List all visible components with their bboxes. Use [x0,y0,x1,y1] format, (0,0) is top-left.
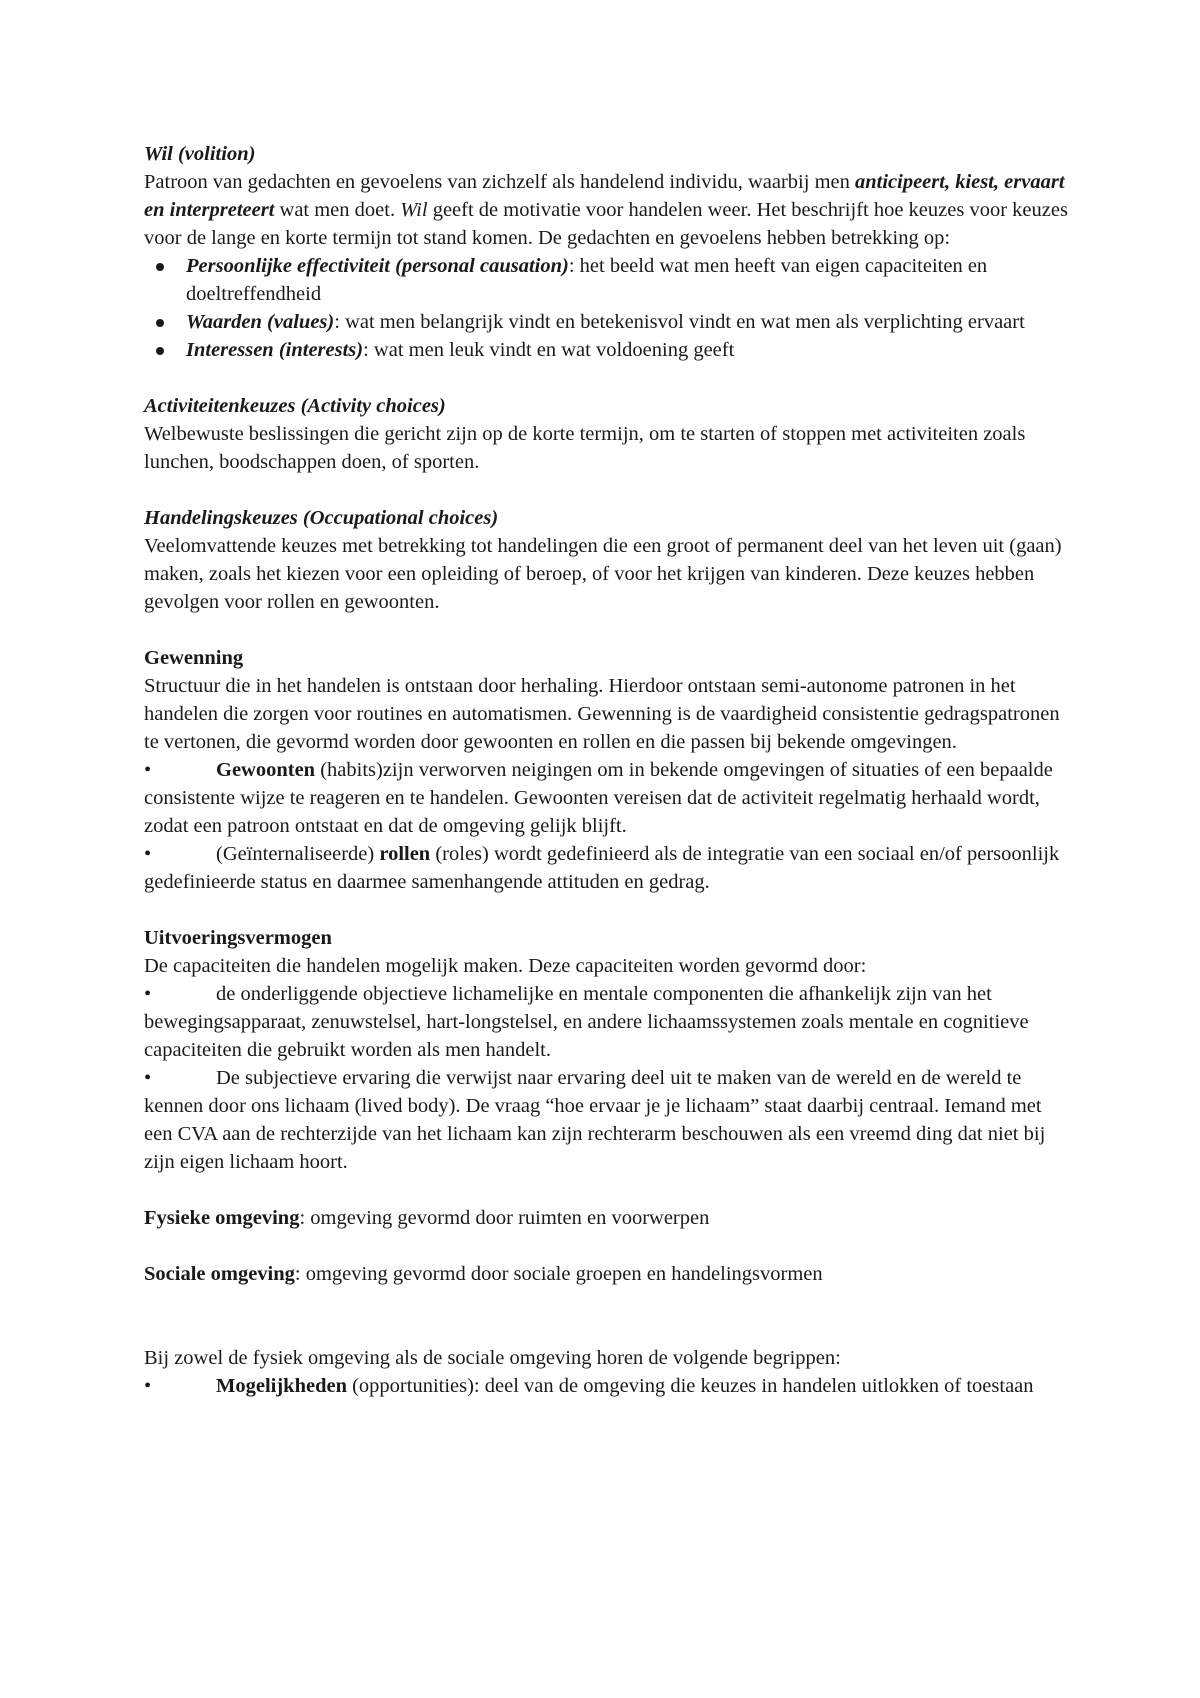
section-wil [144,140,1074,364]
heading-handelingskeuzes: Handelingskeuzes (Occupational choices) [144,507,499,529]
bullet-icon: • [144,843,152,865]
subjectieve-item: • De subjectieve ervaring die verwijst naar ervaring deel uit te maken van de wereld en de wereld te kennen door ons lichaam (lived body). De vraag “hoe ervaar je je lichaam” staat daarbij centraal. Iemand met een CVA aan de rechterzijde van het lichaam kan zijn rechterarm beschouwen als een vreemd ding dat niet bij zijn eigen lichaam hoort. [144,1064,1074,1176]
mogelijkheden-item: • Mogelijkheden (opportunities): deel van de omgeving die keuzes in handelen uitlokken of toestaan [144,1372,1074,1400]
list-item: Interessen (interests): wat men leuk vindt en wat voldoening geeft [144,336,1074,364]
bullet-icon: • [144,759,152,781]
wil-paragraph: Patroon van gedachten en gevoelens van zichzelf als handelend individu, waarbij men anticipeert, kiest, ervaart en interpreteert wat men doet. Wil geeft de motivatie voor handelen weer. Het beschrijft hoe keuzes voor keuzes voor de lange en korte termijn tot stand komen. De gedachten en gevoelens hebben betrekking op: [144,171,1068,249]
gewenning-paragraph: Structuur die in het handelen is ontstaan door herhaling. Hierdoor ontstaan semi-autonome patronen in het handelen die zorgen voor routines en automatismen. Gewenning is de vaardigheid consistentie gedragspatronen te vertonen, die gevormd worden door gewoonten en rollen en die passen bij bekende omgevingen. [144,675,1060,753]
heading-uitvoeringsvermogen: Uitvoeringsvermogen [144,927,332,949]
objectieve-item: • de onderliggende objectieve lichamelijke en mentale componenten die afhankelijk zijn van het bewegingsapparaat, zenuwstelsel, hart-longstelsel, en andere lichaamssystemen zoals mentale en cognitieve capaciteiten die gebruikt worden als men handelt. [144,980,1074,1064]
bullet-icon: • [144,1375,152,1397]
gewoonten-item: • Gewoonten (habits)zijn verworven neigingen om in bekende omgevingen of situaties of een bepaalde consistente wijze te reageren en te handelen. Gewoonten vereisen dat de activiteit regelmatig herhaald wordt, zodat een patroon ontstaat en dat de omgeving gelijk blijft. [144,756,1074,840]
list-item: Waarden (values): wat men belangrijk vindt en betekenisvol vindt en wat men als verplichting ervaart [144,308,1074,336]
bullet-icon: • [144,983,152,1005]
begrippen-paragraph: Bij zowel de fysiek omgeving als de sociale omgeving horen de volgende begrippen: [144,1347,841,1369]
uitvoeringsvermogen-paragraph: De capaciteiten die handelen mogelijk maken. Deze capaciteiten worden gevormd door: [144,955,867,977]
section-handelingskeuzes [144,504,1074,616]
heading-wil: Wil (volition) [144,143,256,165]
list-item: Persoonlijke effectiviteit (personal causation): het beeld wat men heeft van eigen capaciteiten en doeltreffendheid [144,252,1074,308]
activiteitenkeuzes-paragraph: Welbewuste beslissingen die gericht zijn op de korte termijn, om te starten of stoppen met activiteiten zoals lunchen, boodschappen doen, of sporten. [144,423,1026,473]
section-sociale-omgeving [144,1260,1074,1288]
section-begrippen [144,1344,1074,1400]
bullet-icon [156,263,164,271]
wil-list [144,252,1074,364]
section-uitvoeringsvermogen [144,924,1074,1176]
fysieke-omgeving-paragraph: Fysieke omgeving: omgeving gevormd door ruimten en voorwerpen [144,1207,710,1229]
heading-activiteitenkeuzes: Activiteitenkeuzes (Activity choices) [144,395,446,417]
handelingskeuzes-paragraph: Veelomvattende keuzes met betrekking tot handelingen die een groot of permanent deel van het leven uit (gaan) maken, zoals het kiezen voor een opleiding of beroep, of voor het krijgen van kinderen. Deze keuzes hebben gevolgen voor rollen en gewoonten. [144,535,1062,613]
bullet-icon: • [144,1067,152,1089]
section-fysieke-omgeving [144,1204,1074,1232]
heading-gewenning: Gewenning [144,647,244,669]
bullet-icon [156,319,164,327]
rollen-item: • (Geïnternaliseerde) rollen (roles) wordt gedefinieerd als de integratie van een sociaal en/of persoonlijk gedefinieerde status en daarmee samenhangende attituden en gedrag. [144,840,1074,896]
section-gewenning [144,644,1074,896]
sociale-omgeving-paragraph: Sociale omgeving: omgeving gevormd door sociale groepen en handelingsvormen [144,1263,823,1285]
section-activiteitenkeuzes [144,392,1074,476]
document-page [144,140,1074,1428]
bullet-icon [156,347,164,355]
